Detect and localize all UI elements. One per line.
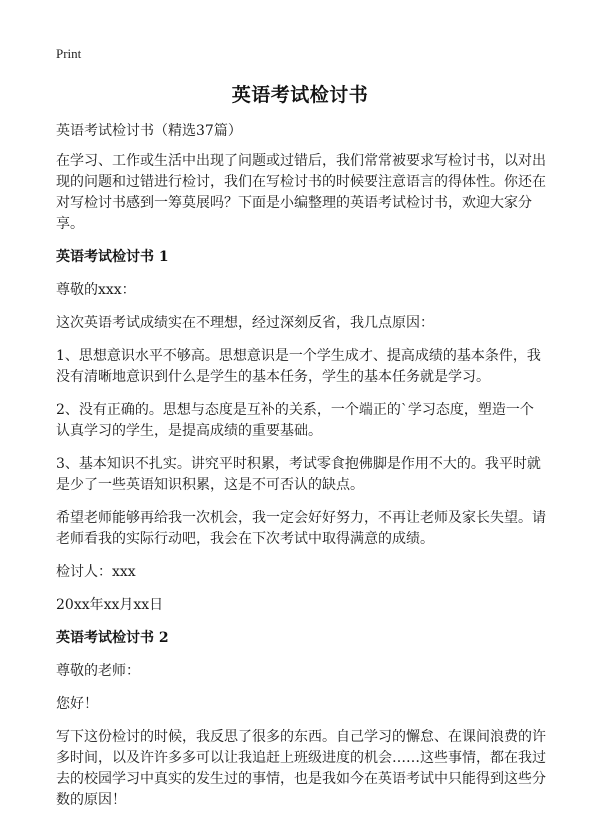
signature: 检讨人：xxx xyxy=(56,564,136,580)
body-paragraph: 2、没有正确的。思想与态度是互补的关系，一个端正的`学习态度，塑造一个认真学习的学生，是提高成绩的重要基础。 xyxy=(56,402,534,439)
salutation: 尊敬的老师： xyxy=(56,663,140,679)
body-paragraph: 1、思想意识水平不够高。思想意识是一个学生成才、提高成绩的基本条件，我没有清晰地意识到什么是学生的基本任务，学生的基本任务就是学习。 xyxy=(56,348,541,385)
section-heading-1: 英语考试检讨书 1 xyxy=(56,249,169,265)
body-paragraph: 写下这份检讨的时候，我反思了很多的东西。自己学习的懈怠、在课间浪费的许多时间，以及许许多多可以让我追赶上班级进度的机会……这些事情，都在我过去的校园学习中真实的发生过的事情，也是我如今在英语考试中只能得到这些分数的原因！ xyxy=(56,729,546,808)
greeting: 您好！ xyxy=(56,696,98,712)
body-paragraph: 希望老师能够再给我一次机会，我一定会好好努力，不再让老师及家长失望。请老师看我的实际行动吧，我会在下次考试中取得满意的成绩。 xyxy=(56,510,546,547)
intro-paragraph: 在学习、工作或生活中出现了问题或过错后，我们常常被要求写检讨书，以对出现的问题和过错进行检讨，我们在写检讨书的时候要注意语言的得体性。你还在对写检讨书感到一筹莫展吗？下面是小编整理的英语考试检讨书，欢迎大家分享。 xyxy=(56,153,546,232)
section-heading-2: 英语考试检讨书 2 xyxy=(56,630,169,646)
body-paragraph: 3、基本知识不扎实。讲究平时积累，考试零食抱佛脚是作用不大的。我平时就是少了一些英语知识积累，这是不可否认的缺点。 xyxy=(56,456,541,493)
document-body xyxy=(56,121,546,823)
body-paragraph: 这次英语考试成绩实在不理想，经过深刻反省，我几点原因： xyxy=(56,315,434,331)
subtitle: 英语考试检讨书（精选37篇） xyxy=(56,123,242,139)
page-title: 英语考试检讨书 xyxy=(231,84,369,106)
salutation: 尊敬的xxx： xyxy=(56,282,136,298)
date: 20xx年xx月xx日 xyxy=(56,597,164,613)
print-link[interactable]: Print xyxy=(56,46,82,61)
